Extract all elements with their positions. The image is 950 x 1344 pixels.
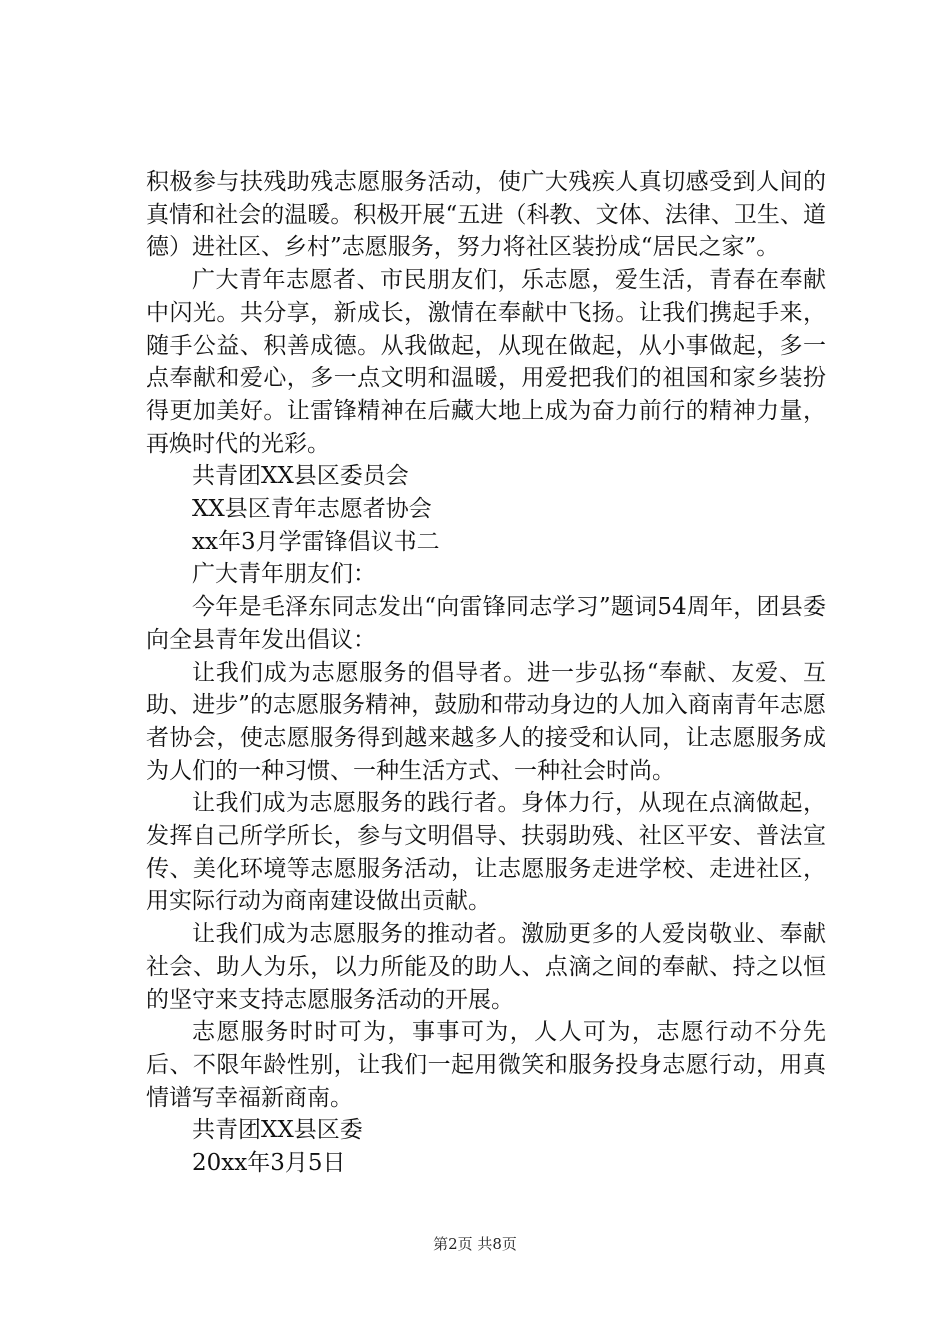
page-footer (0, 1234, 950, 1254)
paragraph-2: 广大青年志愿者、市民朋友们，乐志愿，爱生活，青春在奉献中闪光。共分享，新成长，激情在奉献中飞扬。让我们携起手来，随手公益、积善成德。从我做起，从现在做起，从小事做起，多一点奉献和爱心，多一点文明和温暖，用爱把我们的祖国和家乡装扮得更加美好。让雷锋精神在后藏大地上成为奋力前行的精神力量，再焕时代的光彩。 (146, 267, 826, 457)
paragraph-1: 积极参与扶残助残志愿服务活动，使广大残疾人真切感受到人间的真情和社会的温暖。积极开展“五进（科教、文体、法律、卫生、道德）进社区、乡村”志愿服务，努力将社区装扮成“居民之家”。 (146, 169, 826, 261)
paragraph-intro: 今年是毛泽东同志发出“向雷锋同志学习”题词54周年，团县委向全县青年发出倡议： (146, 594, 826, 653)
salutation: 广大青年朋友们： (192, 561, 376, 588)
section-title: xx年3月学雷锋倡议书二 (192, 528, 440, 555)
signature-date: 20xx年3月5日 (192, 1150, 346, 1177)
signature-org-1: 共青团XX县区委员会 (192, 463, 409, 490)
page-number-label: 第2页 共8页 (433, 1235, 517, 1253)
signature-org-2: XX县区青年志愿者协会 (192, 496, 432, 523)
document-body (146, 166, 826, 1180)
paragraph-promoter: 让我们成为志愿服务的推动者。激励更多的人爱岗敬业、奉献社会、助人为乐，以力所能及的助人、点滴之间的奉献、持之以恒的坚守来支持志愿服务活动的开展。 (146, 921, 826, 1013)
paragraph-practitioner: 让我们成为志愿服务的践行者。身体力行，从现在点滴做起，发挥自己所学所长，参与文明倡导、扶弱助残、社区平安、普法宣传、美化环境等志愿服务活动，让志愿服务走进学校、走进社区，用实际行动为商南建设做出贡献。 (146, 790, 826, 915)
paragraph-closing: 志愿服务时时可为，事事可为，人人可为，志愿行动不分先后、不限年龄性别，让我们一起用微笑和服务投身志愿行动，用真情谱写幸福新商南。 (146, 1019, 826, 1111)
paragraph-advocate: 让我们成为志愿服务的倡导者。进一步弘扬“奉献、友爱、互助、进步”的志愿服务精神，鼓励和带动身边的人加入商南青年志愿者协会，使志愿服务得到越来越多人的接受和认同，让志愿服务成为人们的一种习惯、一种生活方式、一种社会时尚。 (146, 659, 826, 784)
signature-org-3: 共青团XX县区委 (192, 1117, 363, 1144)
